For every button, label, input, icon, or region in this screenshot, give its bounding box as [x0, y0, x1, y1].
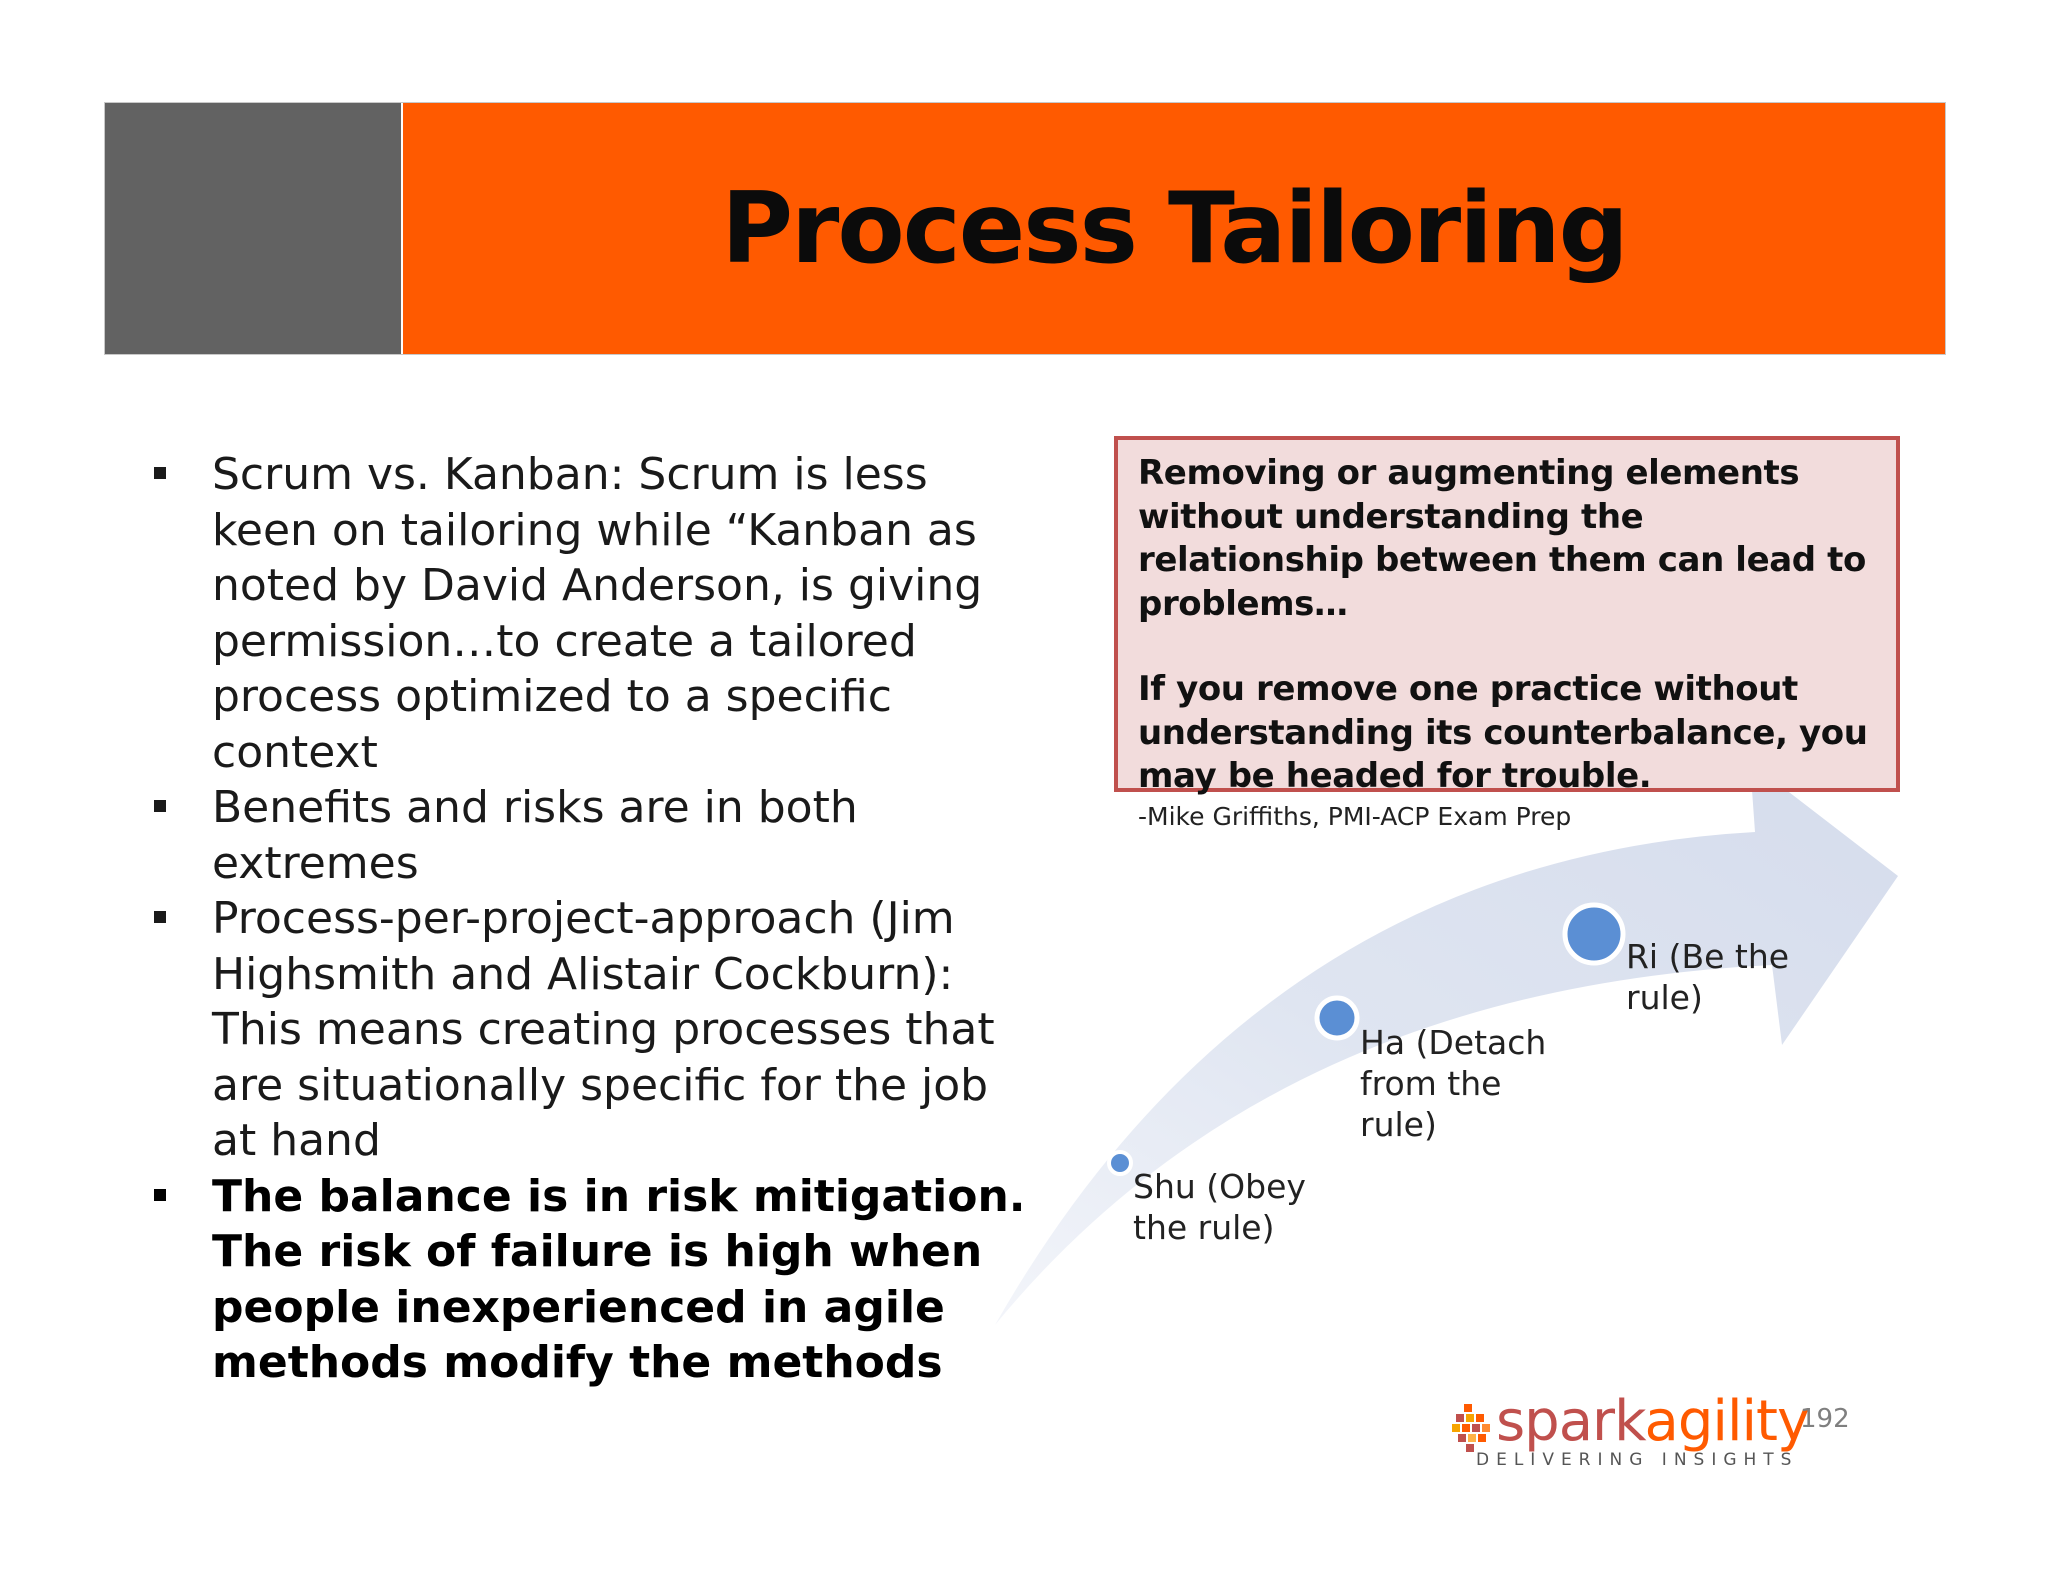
slide-title: Process Tailoring	[721, 171, 1627, 286]
quote-callout	[1114, 436, 1900, 831]
ri-stage-dot	[1565, 905, 1623, 963]
sparkagility-logo	[1452, 1389, 1852, 1472]
bullet-text: Benefits and risks are in both extremes	[212, 782, 858, 889]
ha-stage-dot	[1317, 998, 1357, 1038]
logo-tagline: DELIVERING INSIGHTS	[1476, 1450, 1799, 1470]
quote-paragraph-2: If you remove one practice without understanding its counterbalance, you may be headed for trouble.	[1138, 669, 1868, 796]
ha-stage-label: Ha (Detach from the rule)	[1360, 1023, 1547, 1144]
logo-wordmark	[1496, 1390, 1809, 1454]
shu-stage-label: Shu (Obey the rule)	[1133, 1167, 1306, 1247]
shu-stage-dot	[1109, 1152, 1131, 1174]
ri-stage-label: Ri (Be the rule)	[1626, 937, 1790, 1017]
quote-attribution: -Mike Griffiths, PMI-ACP Exam Prep	[1138, 801, 1572, 831]
bullet-text: The balance is in risk mitigation. The risk of failure is high when people inexperienced in agile methods modify the methods	[212, 1170, 1026, 1388]
bullet-text: Process-per-project-approach (Jim Highsmith and Alistair Cockburn): This means creating processes that are situationally specific for the job at hand	[212, 893, 995, 1166]
page-number: 192	[1800, 1404, 1850, 1434]
quote-paragraph-1: Removing or augmenting elements without understanding the relationship between them can lead to problems…	[1138, 453, 1866, 624]
pixel-mosaic-icon	[1452, 1404, 1496, 1456]
bullet-text: Scrum vs. Kanban: Scrum is less keen on tailoring while “Kanban as noted by David Anderson, is giving permission…to create a tailored process optimized to a specific context	[212, 449, 983, 778]
logo-word-spark: spark	[1496, 1389, 1645, 1454]
logo-word-agility: agility	[1644, 1389, 1810, 1454]
